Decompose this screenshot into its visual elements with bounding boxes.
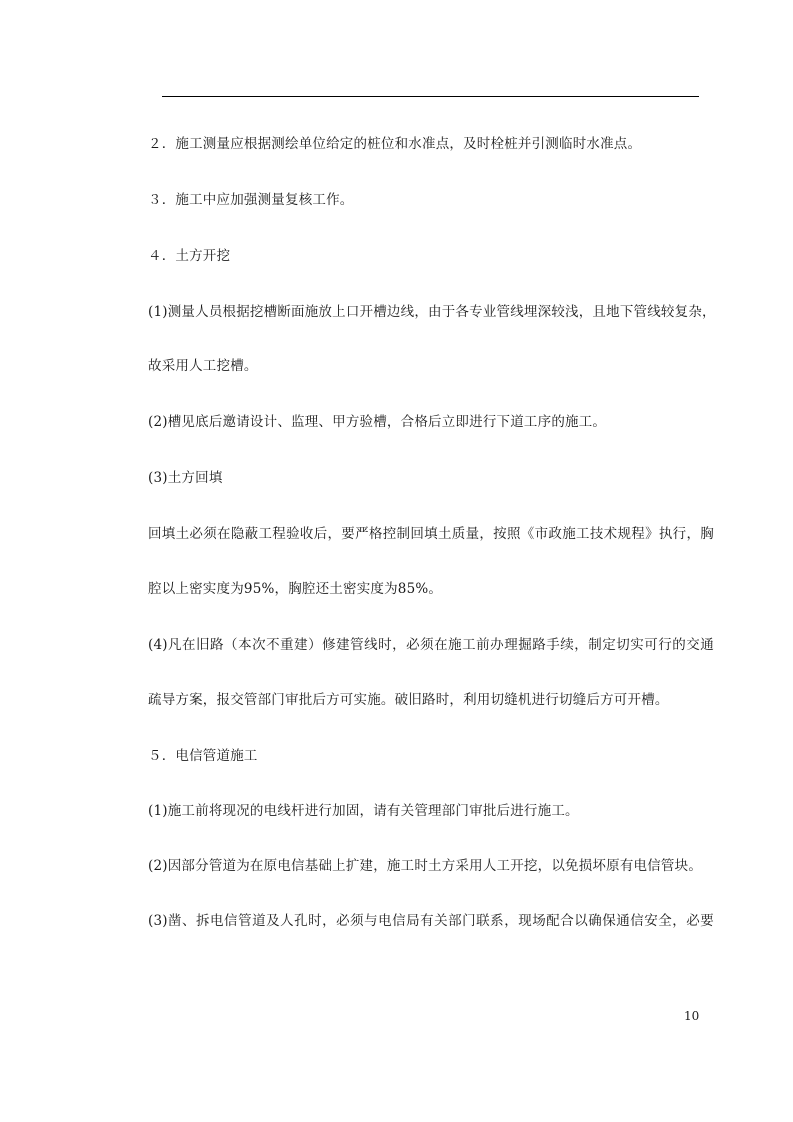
paragraph-line: 腔以上密实度为95%，胸腔还土密实度为85%。 xyxy=(148,581,443,597)
paragraph-line: ３．施工中应加强测量复核工作。 xyxy=(148,192,354,208)
section-heading: ５．电信管道施工 xyxy=(148,748,258,764)
paragraph-line: (3)凿、拆电信管道及人孔时，必须与电信局有关部门联系，现场配合以确保通信安全，必要 xyxy=(148,913,714,929)
section-heading: ４．土方开挖 xyxy=(148,248,231,264)
paragraph-line: (4)凡在旧路（本次不重建）修建管线时，必须在施工前办理掘路手续，制定切实可行的交通 xyxy=(148,637,714,653)
paragraph-line: 故采用人工挖槽。 xyxy=(148,358,258,374)
paragraph-line: (2)因部分管道为在原电信基础上扩建，施工时土方采用人工开挖，以免损坏原有电信管块。 xyxy=(148,858,703,874)
paragraph-line: 回填土必须在隐蔽工程验收后，要严格控制回填土质量，按照《市政施工技术规程》执行，胸 xyxy=(148,526,714,542)
subsection-heading: (3)土方回填 xyxy=(148,470,223,486)
header-rule xyxy=(162,96,699,97)
paragraph-line: (2)槽见底后邀请设计、监理、甲方验槽，合格后立即进行下道工序的施工。 xyxy=(148,414,607,430)
page-number: 10 xyxy=(684,1009,700,1023)
paragraph-line: ２．施工测量应根据测绘单位给定的桩位和水准点，及时栓桩并引测临时水准点。 xyxy=(148,136,642,152)
paragraph-line: (1)施工前将现况的电线杆进行加固，请有关管理部门审批后进行施工。 xyxy=(148,803,579,819)
paragraph-line: (1)测量人员根据挖槽断面施放上口开槽边线，由于各专业管线埋深较浅，且地下管线较复杂， xyxy=(148,304,716,320)
paragraph-line: 疏导方案，报交管部门审批后方可实施。破旧路时，利用切缝机进行切缝后方可开槽。 xyxy=(148,692,669,708)
